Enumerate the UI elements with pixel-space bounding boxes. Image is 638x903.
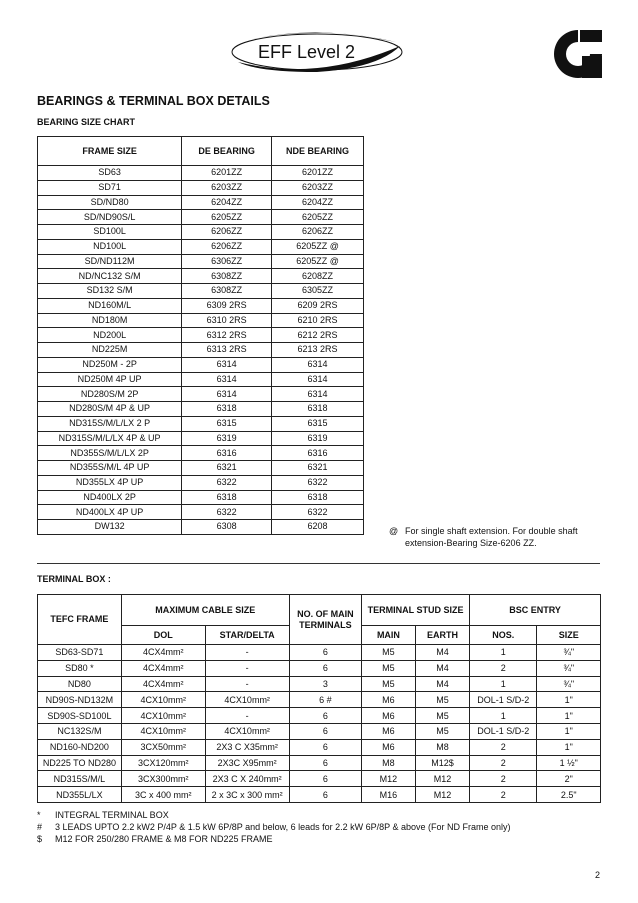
table-cell: 6 [289,660,361,676]
table-cell: ND225M [38,343,182,358]
table-cell: ND400LX 2P [38,490,182,505]
table-cell: 2X3 C X 240mm² [205,771,289,787]
table-cell: SD/ND112M [38,254,182,269]
table-row [38,195,364,210]
table-cell: 3CX120mm² [121,755,205,771]
table-cell: 6 [289,739,361,755]
table-row [38,343,364,358]
table-cell: 2X3C X95mm² [205,755,289,771]
table-cell: 4CX10mm² [121,723,205,739]
table-cell: 2 [470,787,537,803]
table-cell: 6206ZZ [182,225,272,240]
table-row [38,676,601,692]
table-cell: 6322 [272,475,364,490]
table-cell: ND100L [38,239,182,254]
table-cell: ¾" [537,676,601,692]
table-cell: 1" [537,708,601,724]
col-dol: DOL [121,626,205,645]
badge-title: EFF Level 2 [258,42,356,62]
table-cell: M5 [361,676,415,692]
table-cell: ND280S/M 4P & UP [38,402,182,417]
table-cell: 2" [537,771,601,787]
table-cell: SD/ND90S/L [38,210,182,225]
table-cell: 6318 [272,490,364,505]
table-row [38,284,364,299]
table-cell: SD/ND80 [38,195,182,210]
table-cell: SD63-SD71 [38,645,122,661]
table-cell: 3 [289,676,361,692]
col-de-bearing: DE BEARING [182,137,272,166]
table-cell: 4CX10mm² [121,708,205,724]
section-title: BEARINGS & TERMINAL BOX DETAILS [37,94,270,108]
table-cell: 4CX4mm² [121,676,205,692]
table-cell: 6208ZZ [272,269,364,284]
note-text: For single shaft extension. For double shaft extension-Bearing Size-6206 ZZ. [405,526,578,548]
table-cell: 1" [537,692,601,708]
table-cell: 6 [289,787,361,803]
table-cell: M8 [361,755,415,771]
table-cell: 6305ZZ [272,284,364,299]
table-cell: 6321 [182,461,272,476]
table-cell: 4CX10mm² [121,692,205,708]
table-cell: 6205ZZ @ [272,239,364,254]
table-cell: 2.5" [537,787,601,803]
table-row [38,387,364,402]
table-row [38,787,601,803]
table-cell: 1 ½" [537,755,601,771]
table-cell: ND200L [38,328,182,343]
table-cell: 6205ZZ [182,210,272,225]
table-row [38,180,364,195]
table-cell: 6314 [182,372,272,387]
terminal-box-title: TERMINAL BOX : [37,574,111,584]
table-cell: 6315 [182,416,272,431]
table-cell: ND160-ND200 [38,739,122,755]
table-cell: M5 [415,708,469,724]
table-row [38,708,601,724]
col-star-delta: STAR/DELTA [205,626,289,645]
table-cell: 6210 2RS [272,313,364,328]
footnote-symbol: * [37,810,41,820]
table-cell: 4CX10mm² [205,692,289,708]
table-cell: 6310 2RS [182,313,272,328]
table-row [38,298,364,313]
table-cell: 4CX4mm² [121,660,205,676]
table-cell: 6318 [182,490,272,505]
table-cell: ND315S/M/L/LX 2 P [38,416,182,431]
table-cell: SD132 S/M [38,284,182,299]
table-cell: 6313 2RS [182,343,272,358]
table-row [38,372,364,387]
table-cell: M6 [361,739,415,755]
table-cell: M12 [415,787,469,803]
table-cell: ¾" [537,660,601,676]
table-cell: 3CX50mm² [121,739,205,755]
table-cell: 6318 [272,402,364,417]
table-cell: 6308ZZ [182,284,272,299]
table-cell: 6316 [182,446,272,461]
table-cell: 1" [537,739,601,755]
table-cell: 6309 2RS [182,298,272,313]
page-number: 2 [595,870,601,880]
table-cell: 6322 [182,505,272,520]
table-row [38,660,601,676]
table-cell: 6314 [272,357,364,372]
divider [37,563,600,564]
table-cell: 6 [289,645,361,661]
company-logo-icon [550,26,606,82]
table-cell: M4 [415,645,469,661]
table-row [38,520,364,535]
table-cell: M8 [415,739,469,755]
table-cell: 6 [289,755,361,771]
table-cell: 6308 [182,520,272,535]
table-cell: 6318 [182,402,272,417]
table-cell: 2 [470,771,537,787]
table-row [38,755,601,771]
footnote-text: M12 FOR 250/280 FRAME & M8 FOR ND225 FRAME [55,834,273,844]
table-cell: ND355LX 4P UP [38,475,182,490]
table-cell: ¾" [537,645,601,661]
table-row [38,210,364,225]
table-cell: 6201ZZ [182,166,272,181]
table-cell: 6209 2RS [272,298,364,313]
table-row [38,446,364,461]
table-cell: M12 [415,771,469,787]
table-cell: ND250M 4P UP [38,372,182,387]
table-cell: 6 [289,723,361,739]
table-row [38,225,364,240]
footnote-text: 3 LEADS UPTO 2.2 kW2 P/4P & 1.5 kW 6P/8P and below, 6 leads for 2.2 kW 6P/8P & above (For ND Frame only) [55,822,511,832]
table-row [38,313,364,328]
table-cell: M5 [361,645,415,661]
table-cell: 6206ZZ [182,239,272,254]
table-cell: 6212 2RS [272,328,364,343]
table-row [38,431,364,446]
table-cell: - [205,660,289,676]
table-cell: 2 [470,755,537,771]
table-cell: 6314 [272,387,364,402]
bearing-chart-title: BEARING SIZE CHART [37,117,136,127]
table-cell: 6205ZZ [272,210,364,225]
table-cell: 1 [470,645,537,661]
table-row [38,357,364,372]
table-cell: 6306ZZ [182,254,272,269]
table-row [38,505,364,520]
table-cell: M6 [361,723,415,739]
table-cell: M4 [415,660,469,676]
table-row [38,402,364,417]
table-cell: ND250M - 2P [38,357,182,372]
table-cell: 1 [470,676,537,692]
table-cell: SD63 [38,166,182,181]
table-row [38,166,364,181]
table-cell: 6316 [272,446,364,461]
table-cell: M6 [361,692,415,708]
table-row [38,328,364,343]
table-cell: 6203ZZ [182,180,272,195]
terminal-box-table [37,594,601,803]
table-cell: 6203ZZ [272,180,364,195]
table-cell: ND160M/L [38,298,182,313]
table-cell: DW132 [38,520,182,535]
table-cell: 3CX300mm² [121,771,205,787]
table-row [38,416,364,431]
table-cell: 6322 [182,475,272,490]
table-cell: 3C x 400 mm² [121,787,205,803]
table-cell: 6321 [272,461,364,476]
table-cell: ND180M [38,313,182,328]
table-row [38,461,364,476]
table-row [38,254,364,269]
bearing-note [389,525,619,549]
table-cell: SD100L [38,225,182,240]
footnote [37,833,607,845]
table-cell: DOL-1 S/D-2 [470,723,537,739]
table-cell: 6201ZZ [272,166,364,181]
table-cell: SD71 [38,180,182,195]
table-cell: 6319 [272,431,364,446]
table-cell: 6312 2RS [182,328,272,343]
table-cell: M5 [415,723,469,739]
table-cell: ND400LX 4P UP [38,505,182,520]
table-row [38,490,364,505]
table-cell: 6205ZZ @ [272,254,364,269]
col-nde-bearing: NDE BEARING [272,137,364,166]
note-symbol: @ [389,526,399,536]
col-size: SIZE [537,626,601,645]
col-earth: EARTH [415,626,469,645]
table-cell: 6213 2RS [272,343,364,358]
bearing-header-row [38,137,364,166]
table-cell: 6319 [182,431,272,446]
table-cell: 6322 [272,505,364,520]
footnote-text: INTEGRAL TERMINAL BOX [55,810,169,820]
table-cell: M12$ [415,755,469,771]
col-cable-size: MAXIMUM CABLE SIZE [121,595,289,626]
table-row [38,771,601,787]
table-cell: ND225 TO ND280 [38,755,122,771]
table-cell: 6314 [272,372,364,387]
table-cell: 6314 [182,387,272,402]
table-cell: 6208 [272,520,364,535]
footnote [37,821,607,833]
table-cell: M16 [361,787,415,803]
table-cell: 6206ZZ [272,225,364,240]
footnote [37,809,607,821]
col-stud-size: TERMINAL STUD SIZE [361,595,469,626]
table-cell: ND80 [38,676,122,692]
table-row [38,475,364,490]
table-cell: ND355S/M/L/LX 2P [38,446,182,461]
footnote-symbol: $ [37,834,43,844]
table-row [38,723,601,739]
table-cell: ND315S/M/L/LX 4P & UP [38,431,182,446]
footnotes [37,809,607,845]
table-row [38,692,601,708]
table-cell: 6204ZZ [272,195,364,210]
table-cell: SD90S-SD100L [38,708,122,724]
table-cell: 2 x 3C x 300 mm² [205,787,289,803]
table-cell: ND355L/LX [38,787,122,803]
table-cell: M12 [361,771,415,787]
table-cell: 1 [470,708,537,724]
table-row [38,739,601,755]
col-main-terminals: NO. OF MAIN TERMINALS [289,595,361,645]
table-cell: 4CX4mm² [121,645,205,661]
table-cell: 4CX10mm² [205,723,289,739]
table-cell: 6314 [182,357,272,372]
table-cell: 6308ZZ [182,269,272,284]
col-frame-size: FRAME SIZE [38,137,182,166]
table-cell: 6 [289,708,361,724]
table-cell: 6 # [289,692,361,708]
table-cell: NC132S/M [38,723,122,739]
table-cell: 1" [537,723,601,739]
table-cell: - [205,676,289,692]
table-cell: - [205,645,289,661]
table-cell: 2 [470,739,537,755]
col-nos: NOS. [470,626,537,645]
col-main: MAIN [361,626,415,645]
table-cell: ND355S/M/L 4P UP [38,461,182,476]
table-cell: - [205,708,289,724]
table-cell: 6 [289,771,361,787]
table-cell: M4 [415,676,469,692]
table-cell: 6315 [272,416,364,431]
bearing-size-table [37,136,364,535]
col-tefc-frame: TEFC FRAME [38,595,122,645]
table-cell: ND/NC132 S/M [38,269,182,284]
table-cell: 6204ZZ [182,195,272,210]
table-cell: M5 [415,692,469,708]
table-row [38,239,364,254]
col-bsc-entry: BSC ENTRY [470,595,601,626]
table-cell: ND315S/M/L [38,771,122,787]
table-cell: M5 [361,660,415,676]
table-cell: M6 [361,708,415,724]
table-row [38,269,364,284]
table-cell: 2 [470,660,537,676]
table-cell: ND90S-ND132M [38,692,122,708]
table-cell: ND280S/M 2P [38,387,182,402]
table-row [38,645,601,661]
table-cell: 2X3 C X35mm² [205,739,289,755]
table-cell: SD80 * [38,660,122,676]
footnote-symbol: # [37,822,43,832]
table-cell: DOL-1 S/D-2 [470,692,537,708]
